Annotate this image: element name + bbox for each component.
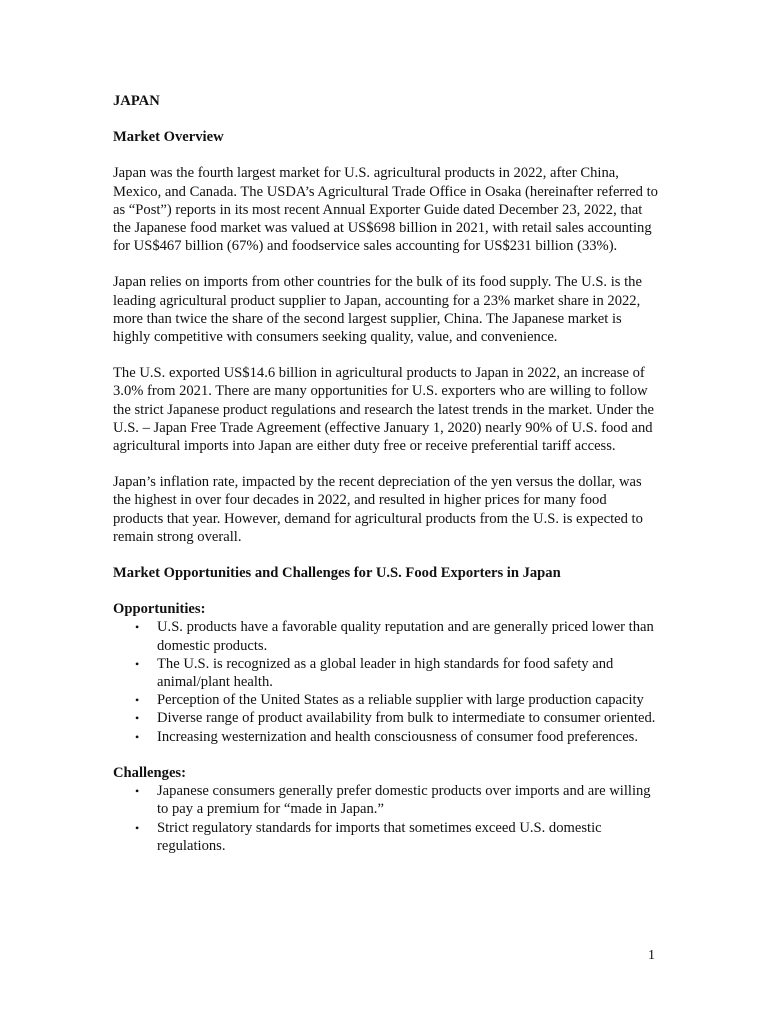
list-item bbox=[135, 691, 658, 709]
bullet-icon: • bbox=[135, 784, 140, 799]
opportunities-list bbox=[113, 618, 658, 745]
overview-paragraph-4: Japan’s inflation rate, impacted by the recent depreciation of the yen versus the dollar, was the highest in over four decades in 2022, and resulted in higher prices for many food products that year. However, demand for agricultural products from the U.S. is expected to remain strong overall. bbox=[113, 474, 643, 545]
bullet-icon: • bbox=[135, 711, 140, 726]
list-item bbox=[135, 655, 658, 691]
list-item bbox=[135, 782, 658, 818]
bullet-icon: • bbox=[135, 656, 140, 671]
list-item-text: U.S. products have a favorable quality reputation and are generally priced lower than domestic products. bbox=[157, 619, 654, 654]
list-item-text: Japanese consumers generally prefer domestic products over imports and are willing to pay a premium for “made in Japan.” bbox=[157, 783, 651, 818]
challenges-list bbox=[113, 782, 658, 855]
page-content bbox=[113, 92, 658, 855]
list-item-text: Diverse range of product availability from bulk to intermediate to consumer oriented. bbox=[157, 710, 656, 727]
bullet-icon: • bbox=[135, 729, 140, 744]
market-overview-heading: Market Overview bbox=[113, 129, 224, 146]
list-item-text: Increasing westernization and health consciousness of consumer food preferences. bbox=[157, 728, 639, 745]
bullet-icon: • bbox=[135, 820, 140, 835]
list-item-text: The U.S. is recognized as a global leader in high standards for food safety and animal/plant health. bbox=[157, 655, 614, 691]
list-item bbox=[135, 728, 658, 746]
overview-paragraph-1: Japan was the fourth largest market for U.S. agricultural products in 2022, after China, Mexico, and Canada. The USDA’s Agricultural Trade Office in Osaka (hereinafter referred to as “Post”) reports in its most recent Annual Exporter Guide dated December 23, 2022, that the Japanese food market was valued at US$698 billion in 2021, with retail sales accounting for US$467 billion (67%) and foodservice sales accounting for US$231 billion (33%). bbox=[113, 165, 658, 255]
list-item bbox=[135, 709, 658, 727]
opportunities-challenges-heading: Market Opportunities and Challenges for U.S. Food Exporters in Japan bbox=[113, 565, 561, 582]
list-item bbox=[135, 819, 658, 855]
page-number: 1 bbox=[648, 948, 655, 963]
bullet-icon: • bbox=[135, 620, 140, 635]
bullet-icon: • bbox=[135, 693, 140, 708]
challenges-label: Challenges: bbox=[113, 764, 186, 781]
overview-paragraph-3: The U.S. exported US$14.6 billion in agricultural products to Japan in 2022, an increase of 3.0% from 2021. There are many opportunities for U.S. exporters who are willing to follow the strict Japanese product regulations and research the latest trends in the market. Under the U.S. – Japan Free Trade Agreement (effective January 1, 2020) nearly 90% of U.S. food and agricultural imports into Japan are either duty free or receive preferential tariff access. bbox=[113, 365, 654, 455]
country-heading: JAPAN bbox=[113, 93, 160, 109]
list-item-text: Perception of the United States as a reliable supplier with large production capacity bbox=[157, 692, 644, 709]
overview-paragraph-2: Japan relies on imports from other countries for the bulk of its food supply. The U.S. is the leading agricultural product supplier to Japan, accounting for a 23% market share in 2022, more than twice the share of the second largest supplier, China. The Japanese market is highly competitive with consumers seeking quality, value, and convenience. bbox=[113, 274, 642, 346]
list-item bbox=[135, 618, 658, 654]
list-item-text: Strict regulatory standards for imports that sometimes exceed U.S. domestic regulations. bbox=[157, 819, 602, 854]
opportunities-label: Opportunities: bbox=[113, 601, 206, 618]
